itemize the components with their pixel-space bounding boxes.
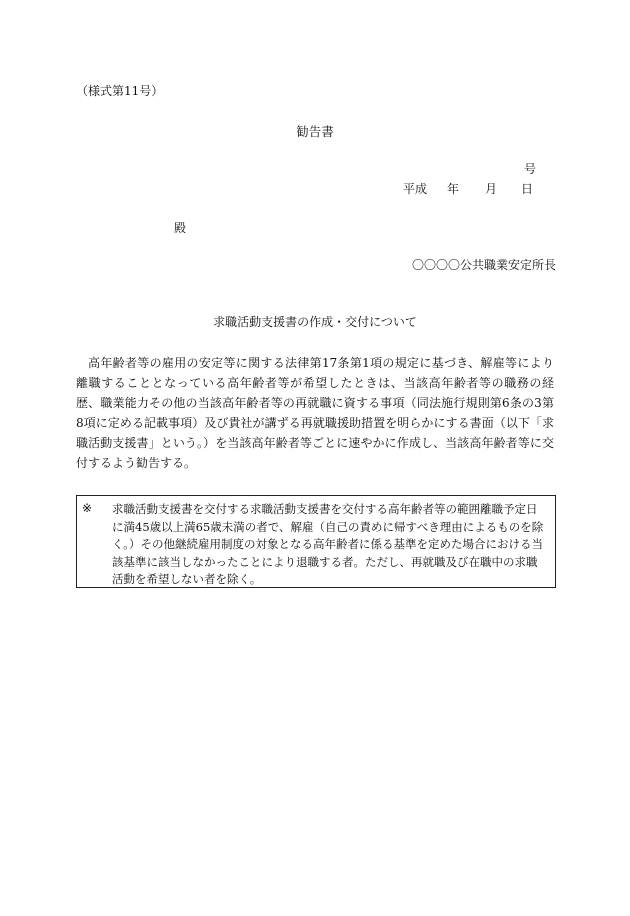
subject-line: 求職活動支援書の作成・交付について xyxy=(213,315,417,329)
document-title: 勧告書 xyxy=(296,124,334,139)
date-day: 日 xyxy=(521,182,534,196)
note-text: 求職活動支援書を交付する求職活動支援書を交付する高年齢者等の範囲離職予定日に満45歳以上満65歳未満の者で、解雇（自己の責めに帰すべき理由によるものを除く。）その他継続雇用制度の対象となる高年齢者に係る基準を定めた場合における当該基準に該当しなかったことにより退職する者。ただし、再就職及び在職中の求職活動を希望しない者を除く。 xyxy=(112,502,544,586)
note-box xyxy=(76,495,556,588)
date-era: 平成 xyxy=(403,182,428,196)
note-mark: ※ xyxy=(82,501,93,515)
form-number: （様式第11号） xyxy=(76,84,164,98)
addressee: 殿 xyxy=(174,221,187,235)
date-year: 年 xyxy=(447,182,460,196)
sender: 〇〇〇〇公共職業安定所長 xyxy=(411,258,556,272)
document-number-label: 号 xyxy=(524,162,537,176)
body-paragraph: 高年齢者等の雇用の安定等に関する法律第17条第1項の規定に基づき、解雇等により離職することとなっている高年齢者等が希望したときは、当該高年齢者等の職務の経歴、職業能力その他の当該高年齢者等の再就職に資する事項（同法施行規則第6条の3第8項に定める記載事項）及び貴社が講ずる再就職援助措置を明らかにする書面（以下「求職活動支援書」という。）を当該高年齢者等ごとに速やかに作成し、当該高年齢者等に交付するよう勧告する。 xyxy=(76,356,554,470)
date-month: 月 xyxy=(485,182,498,196)
date-line xyxy=(403,180,533,197)
